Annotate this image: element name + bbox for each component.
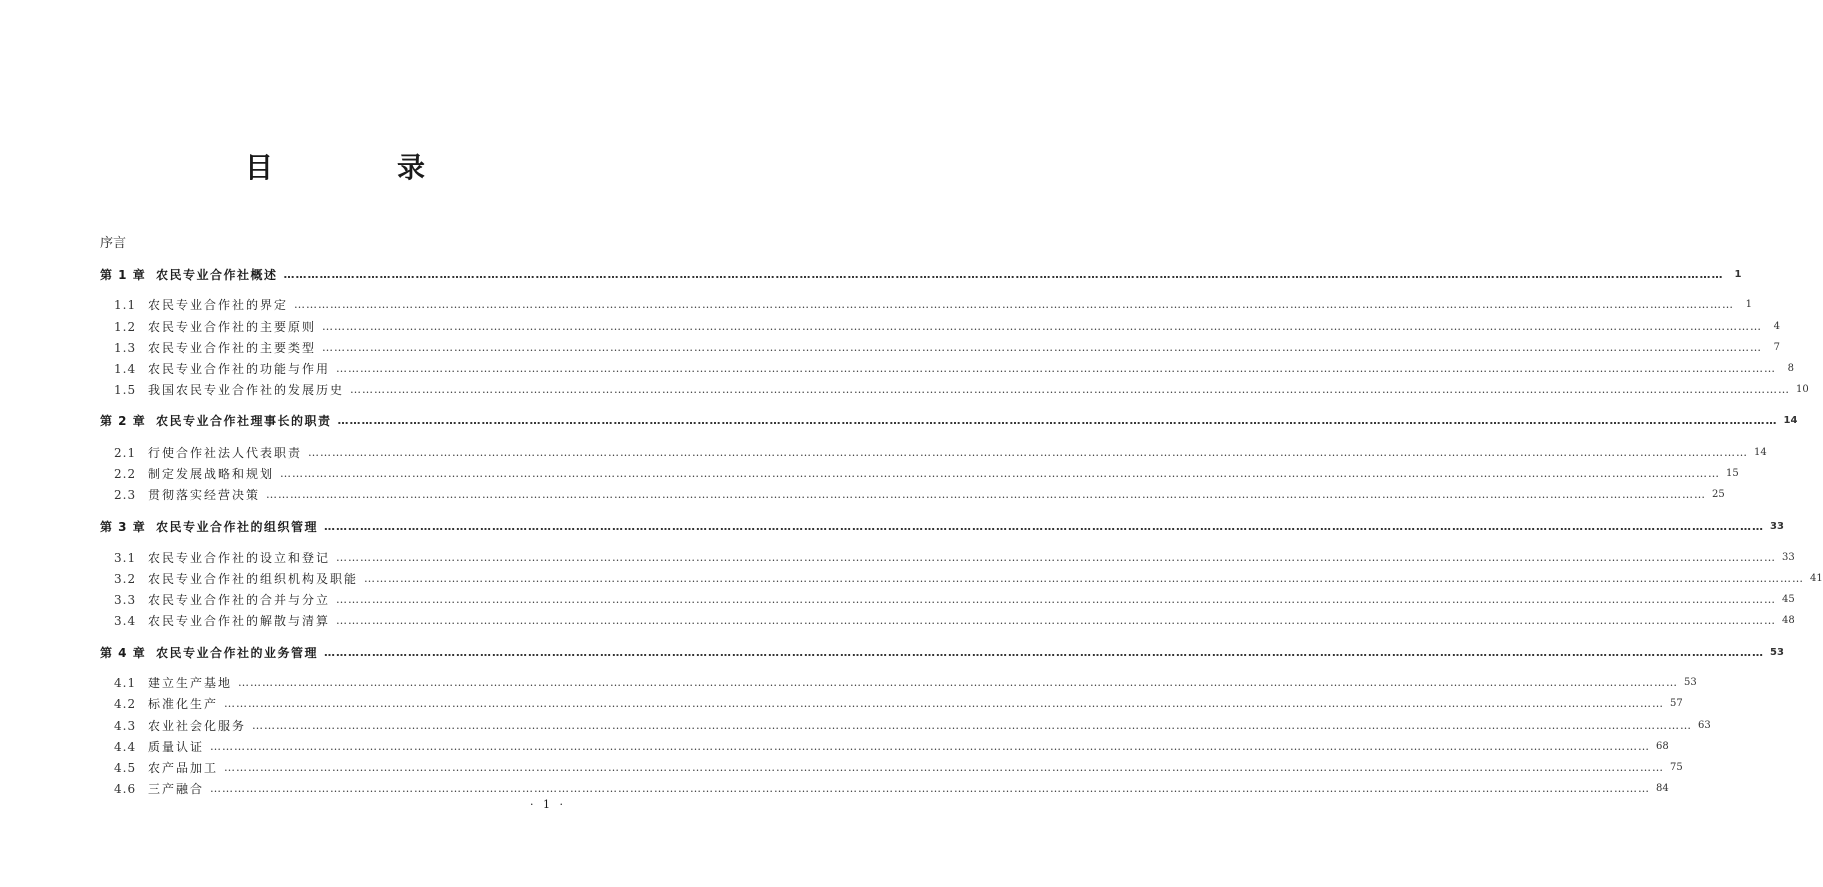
entry-page: 53 [1770,647,1784,658]
entry-title: 农产品加工 [148,761,219,775]
dot-leader: ……………………………………………………………………………………………………………………………………………………………………………………………………………………………………………………………………………………………………………………………… [336,614,1777,627]
toc-chapter-entry [100,262,1742,282]
entry-page: 25 [1712,489,1725,500]
toc-section-entry [114,314,1781,334]
entry-title: 农民专业合作社概述 [156,268,278,282]
dot-leader: ……………………………………………………………………………………………………………………………………………………………………………………………………………………………………………………………………………………………………………………………… [337,414,1778,427]
entry-number: 3.1 [114,551,137,565]
entry-page: 4 [1773,321,1781,332]
toc-section-entry [114,713,1711,733]
entry-number: 第 2 章 [100,414,146,428]
entry-page: 8 [1787,363,1795,374]
page-title: 目 录 [244,151,473,184]
entry-number: 2.1 [114,446,137,460]
dot-leader: ……………………………………………………………………………………………………………………………………………………………………………………………………………………………………………………………………………………………………………………………… [336,362,1777,375]
entry-title: 行使合作社法人代表职责 [148,446,303,460]
entry-page: 15 [1726,468,1739,479]
entry-page: 63 [1698,720,1711,731]
entry-number: 1.1 [114,298,137,312]
dot-leader: ……………………………………………………………………………………………………………………………………………………………………………………………………………………………………………………………………………………………………………………………… [364,572,1805,585]
entry-page: 57 [1670,698,1683,709]
entry-number: 4.3 [114,719,137,733]
entry-number: 4.4 [114,740,137,754]
toc-chapter-entry [100,408,1798,428]
entry-page: 48 [1782,615,1795,626]
entry-number: 1.5 [114,383,137,397]
dot-leader: ……………………………………………………………………………………………………………………………………………………………………………………………………………………………………………………………………………………………………………………………… [336,551,1777,564]
entry-title: 农民专业合作社的组织机构及职能 [148,572,359,586]
dot-leader: ……………………………………………………………………………………………………………………………………………………………………………………………………………………………………………………………………………………………………………………………… [322,320,1763,333]
toc-section-entry [114,440,1767,460]
toc-section-entry [114,755,1683,775]
toc-section-entry [114,545,1795,565]
dot-leader: ……………………………………………………………………………………………………………………………………………………………………………………………………………………………………………………………………………………………………………………………… [238,676,1679,689]
dot-leader: ……………………………………………………………………………………………………………………………………………………………………………………………………………………………………………………………………………………………………………………………… [336,593,1777,606]
entry-title: 农民专业合作社的主要原则 [148,320,317,334]
page-number: · 1 · [530,798,566,811]
entry-number: 4.5 [114,761,137,775]
toc-section-entry [114,734,1669,754]
entry-number: 第 3 章 [100,520,146,534]
entry-title: 农民专业合作社的合并与分立 [148,593,331,607]
entry-page: 10 [1796,384,1809,395]
dot-leader: ……………………………………………………………………………………………………………………………………………………………………………………………………………………………………………………………………………………………………………………………… [322,341,1763,354]
toc-chapter-entry [100,640,1784,660]
toc-section-entry [114,461,1739,481]
entry-page: 84 [1656,783,1669,794]
entry-page: 14 [1783,415,1798,426]
entry-title: 农民专业合作社的主要类型 [148,341,317,355]
dot-leader: ……………………………………………………………………………………………………………………………………………………………………………………………………………………………………………………………………………………………………………………………… [324,520,1765,533]
entry-page: 1 [1745,299,1753,310]
entry-page: 7 [1773,342,1781,353]
toc-section-entry [114,608,1795,628]
dot-leader: ……………………………………………………………………………………………………………………………………………………………………………………………………………………………………………………………………………………………………………………………… [350,383,1791,396]
entry-title: 标准化生产 [148,697,219,711]
toc-section-entry [114,587,1795,607]
entry-number: 3.4 [114,614,137,628]
entry-title: 我国农民专业合作社的发展历史 [148,383,345,397]
toc-preface: 序言 [100,236,127,251]
entry-page: 75 [1670,762,1683,773]
entry-number: 4.6 [114,782,137,796]
entry-title: 农民专业合作社的组织管理 [156,520,319,534]
dot-leader: ……………………………………………………………………………………………………………………………………………………………………………………………………………………………………………………………………………………………………………………………… [308,446,1749,459]
entry-title: 贯彻落实经营决策 [148,488,261,502]
entry-title: 农民专业合作社的界定 [148,298,289,312]
dot-leader: ……………………………………………………………………………………………………………………………………………………………………………………………………………………………………………………………………………………………………………………………… [283,268,1724,281]
entry-title: 制定发展战略和规划 [148,467,275,481]
entry-page: 33 [1770,521,1784,532]
dot-leader: ……………………………………………………………………………………………………………………………………………………………………………………………………………………………………………………………………………………………………………………………… [210,740,1651,753]
dot-leader: ……………………………………………………………………………………………………………………………………………………………………………………………………………………………………………………………………………………………………………………………… [324,646,1765,659]
toc-section-entry [114,292,1753,312]
entry-number: 1.4 [114,362,137,376]
toc-section-entry [114,482,1725,502]
entry-number: 第 1 章 [100,268,146,282]
toc-section-entry [114,335,1781,355]
toc-section-entry [114,691,1683,711]
entry-title: 农民专业合作社的设立和登记 [148,551,331,565]
entry-number: 2.3 [114,488,137,502]
entry-title: 农民专业合作社的解散与清算 [148,614,331,628]
entry-title: 质量认证 [148,740,205,754]
toc-section-entry [114,377,1809,397]
toc-section-entry [114,776,1669,796]
entry-number: 4.2 [114,697,137,711]
entry-title: 建立生产基地 [148,676,233,690]
entry-page: 68 [1656,741,1669,752]
entry-page: 41 [1810,573,1823,584]
toc-chapter-entry [100,514,1784,534]
entry-title: 农业社会化服务 [148,719,247,733]
entry-number: 3.3 [114,593,137,607]
dot-leader: ……………………………………………………………………………………………………………………………………………………………………………………………………………………………………………………………………………………………………………………………… [224,761,1665,774]
toc-section-entry [114,566,1823,586]
entry-number: 2.2 [114,467,137,481]
entry-title: 三产融合 [148,782,205,796]
entry-number: 1.3 [114,341,137,355]
dot-leader: ……………………………………………………………………………………………………………………………………………………………………………………………………………………………………………………………………………………………………………………………… [210,782,1651,795]
dot-leader: ……………………………………………………………………………………………………………………………………………………………………………………………………………………………………………………………………………………………………………………………… [266,488,1707,501]
toc-section-entry [114,670,1697,690]
entry-title: 农民专业合作社的功能与作用 [148,362,331,376]
entry-title: 农民专业合作社的业务管理 [156,646,319,660]
entry-page: 33 [1782,552,1795,563]
entry-number: 1.2 [114,320,137,334]
dot-leader: ……………………………………………………………………………………………………………………………………………………………………………………………………………………………………………………………………………………………………………………………… [294,298,1735,311]
entry-page: 1 [1734,269,1742,280]
toc-section-entry [114,356,1795,376]
entry-page: 53 [1684,677,1697,688]
entry-title: 农民专业合作社理事长的职责 [156,414,332,428]
entry-page: 14 [1754,447,1767,458]
dot-leader: ……………………………………………………………………………………………………………………………………………………………………………………………………………………………………………………………………………………………………………………………… [252,719,1693,732]
entry-page: 45 [1782,594,1795,605]
entry-number: 3.2 [114,572,137,586]
dot-leader: ……………………………………………………………………………………………………………………………………………………………………………………………………………………………………………………………………………………………………………………………… [224,697,1665,710]
entry-number: 4.1 [114,676,137,690]
entry-number: 第 4 章 [100,646,146,660]
dot-leader: ……………………………………………………………………………………………………………………………………………………………………………………………………………………………………………………………………………………………………………………………… [280,467,1721,480]
